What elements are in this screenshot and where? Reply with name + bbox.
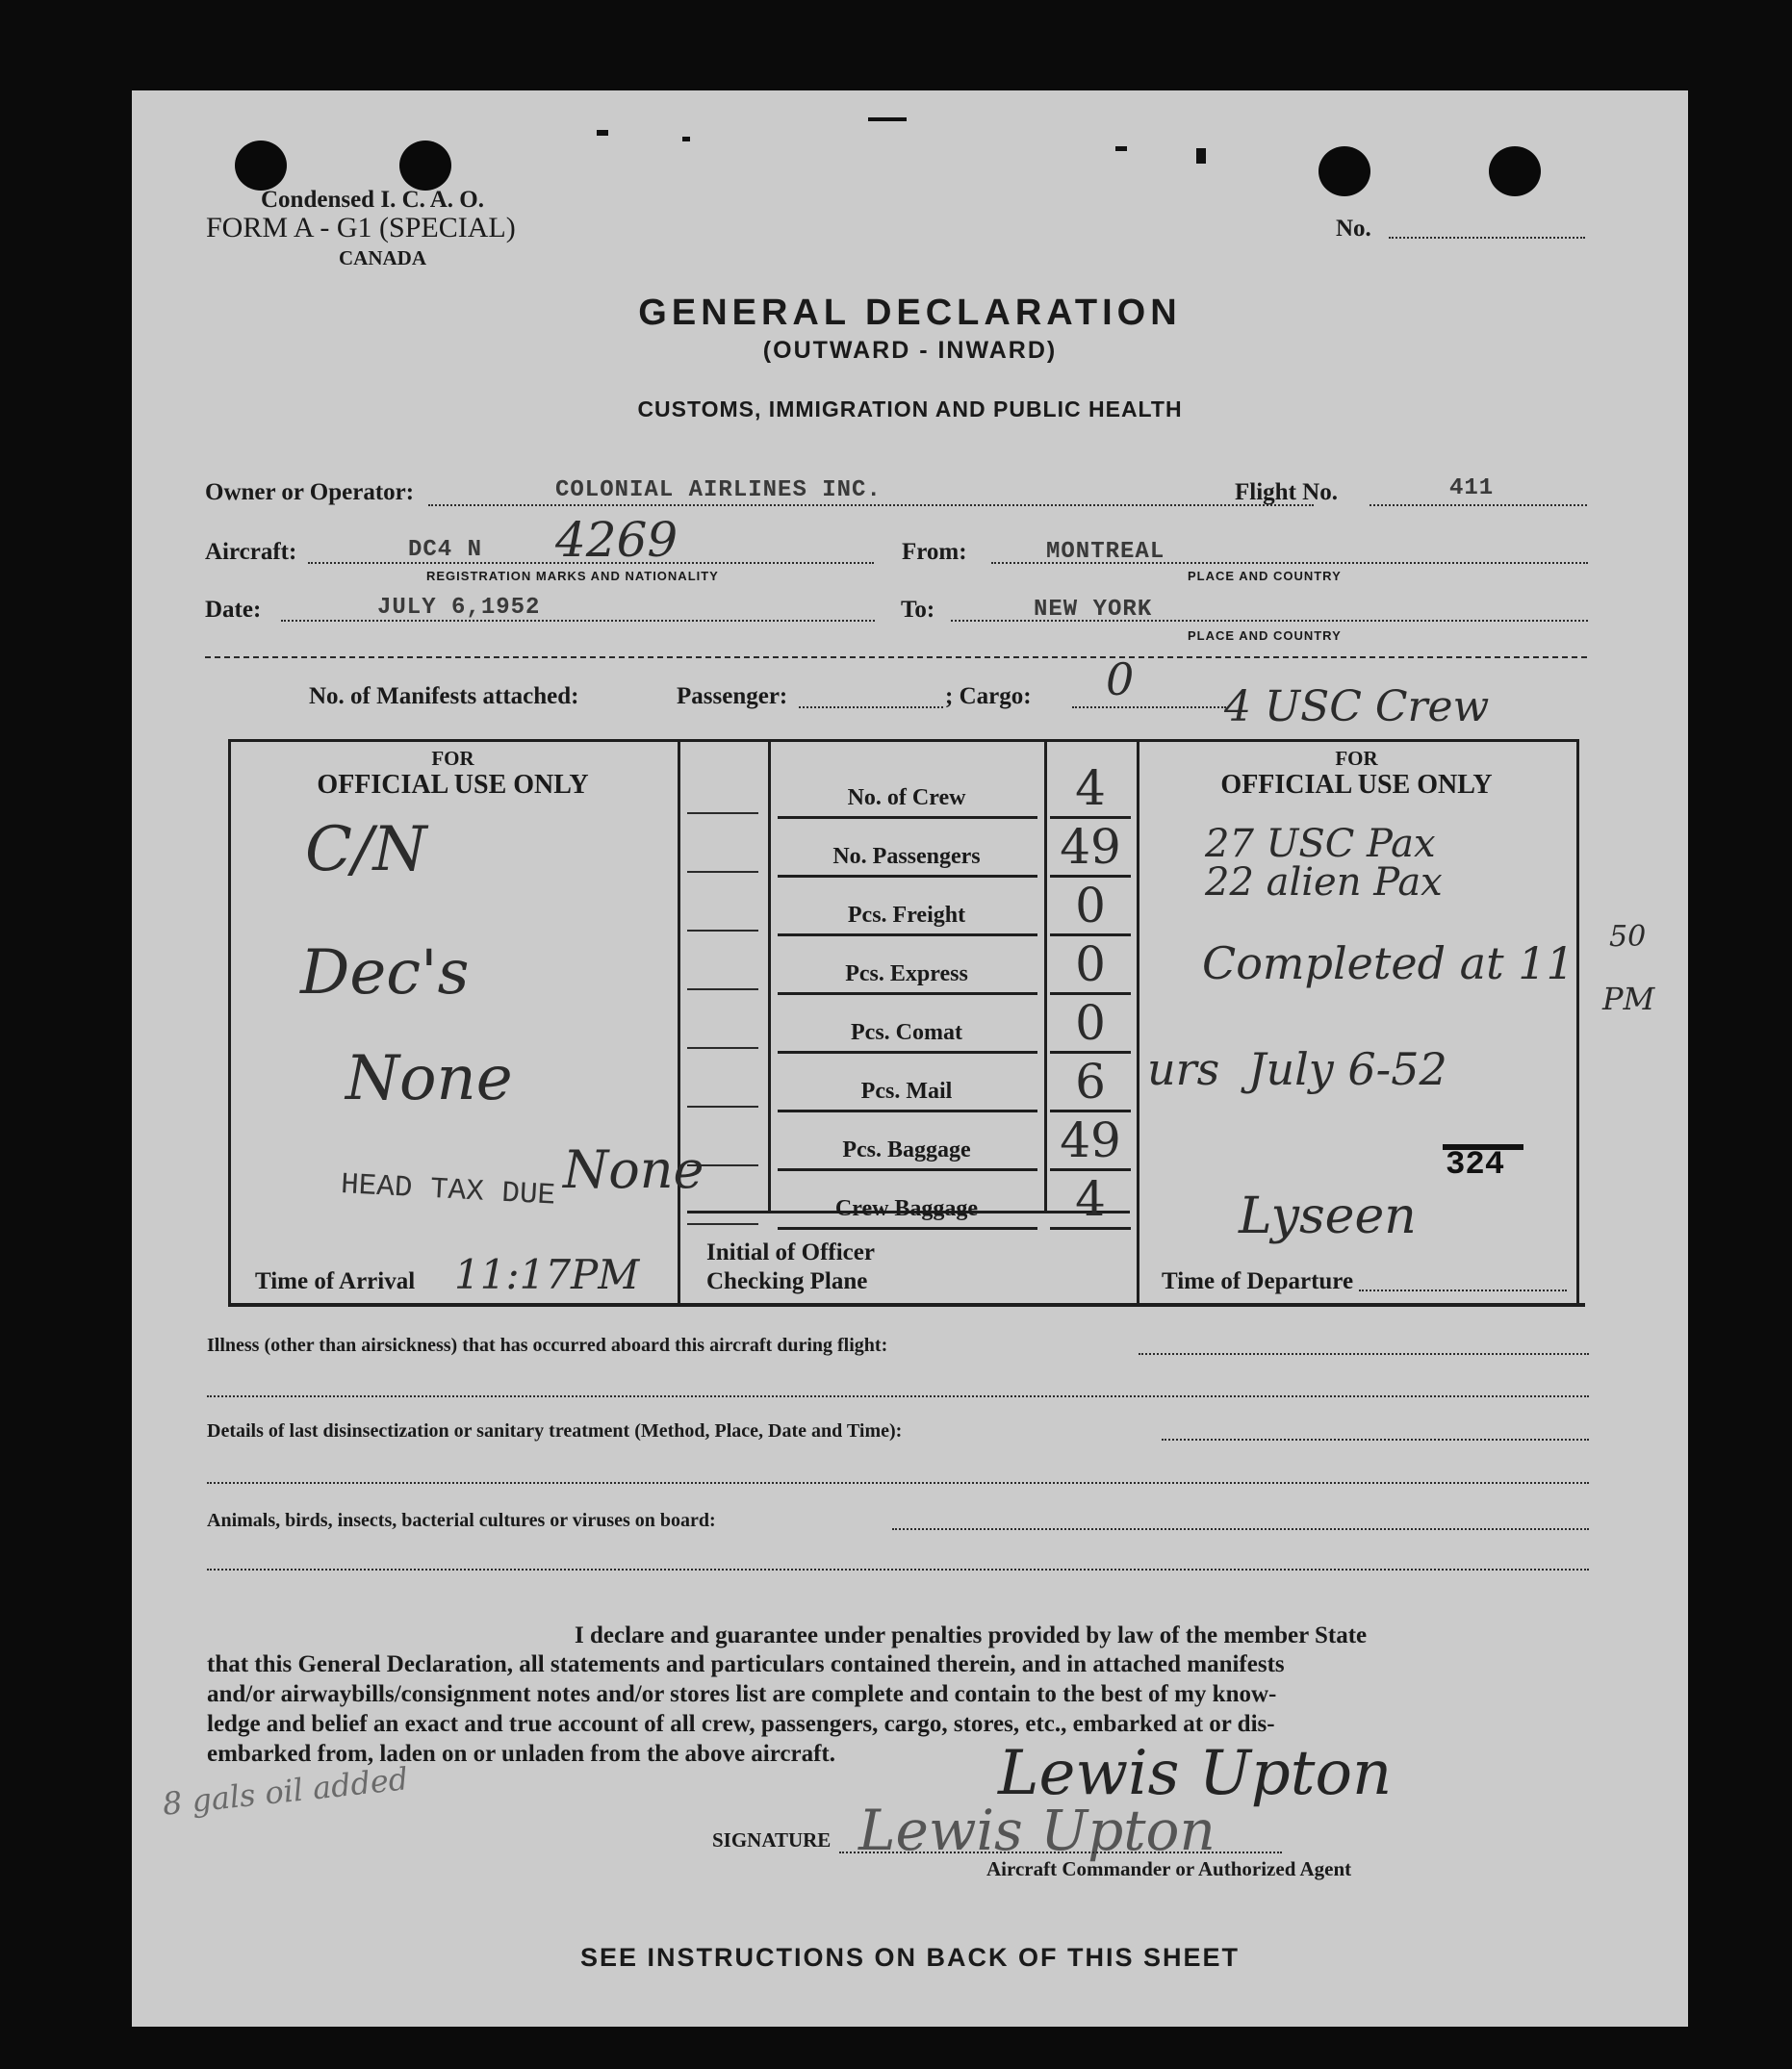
departure-line [1359,1290,1567,1291]
arrival-value: 11:17PM [454,1251,640,1298]
owner-value: COLONIAL AIRLINES INC. [555,477,882,503]
row-blank-line [687,988,758,990]
row-label: No. Passengers [832,844,981,869]
right-official-use: OFFICIAL USE ONLY [1220,770,1493,800]
officer-label-1: Initial of Officer [706,1239,875,1265]
illness-line-2 [207,1395,1589,1397]
flight-label: Flight No. [1235,479,1338,505]
row-label: Pcs. Mail [860,1079,953,1104]
row-blank-line [687,1106,758,1108]
table-bottom [228,1303,1585,1307]
punch-hole [235,140,287,191]
row-blank-line [687,1223,758,1225]
owner-label: Owner or Operator: [205,479,415,505]
form-number: FORM A - G1 (SPECIAL) [206,212,516,243]
owner-line [428,504,1314,506]
row-label: Pcs. Freight [847,903,966,928]
row-label: Crew Baggage [834,1196,979,1221]
row-value: 49 [1060,1112,1121,1168]
to-value: NEW YORK [1034,597,1153,623]
flight-value: 411 [1449,475,1495,501]
officer-stamp-number: 324 [1446,1147,1505,1184]
table-right-border [1576,739,1579,1305]
footer-instructions: SEE INSTRUCTIONS ON BACK OF THIS SHEET [579,1943,1241,1972]
signature-line [839,1852,1282,1853]
condensed-icao: Condensed I. C. A. O. [261,187,484,213]
aircraft-typed: DC4 N [408,537,483,563]
illness-label: Illness (other than airsickness) that has occurred aboard this aircraft during flight: [207,1335,888,1356]
header-rule [205,656,1587,658]
manifest-passenger-label: Passenger: [677,683,788,709]
form-country: CANADA [339,246,426,269]
head-tax-value: None [563,1139,704,1200]
row-blank-line [687,871,758,873]
row-value: 4 [1075,760,1106,816]
head-tax-label: HEAD TAX DUE [340,1168,556,1213]
right-note-completed: Completed at 11 [1202,937,1574,989]
row-blank-line [687,1164,758,1166]
row-value: 0 [1075,936,1106,992]
manifest-passenger-line [799,706,943,708]
signature-caption: Aircraft Commander or Authorized Agent [986,1857,1352,1880]
date-label: Date: [205,597,262,623]
manifest-cargo-label: ; Cargo: [945,683,1032,709]
dust-speck [868,117,907,121]
row-blank-line [687,930,758,932]
date-value: JULY 6,1952 [377,595,541,621]
right-note-usc-pax: 27 USC Pax [1205,822,1436,866]
punch-hole [1318,146,1370,196]
row-underline [778,1051,1037,1054]
declaration-line-4: ledge and belief an exact and true account of all crew, passengers, cargo, stores, etc., embarked at or dis- [207,1711,1275,1737]
dust-speck [1115,146,1127,151]
row-value: 0 [1075,995,1106,1051]
right-note-alien-pax: 22 alien Pax [1205,860,1443,905]
officer-label-2: Checking Plane [706,1268,868,1294]
left-note-decs: Dec's [300,937,470,1009]
dust-speck [682,137,690,141]
dust-speck [597,130,608,136]
declaration-line-5: embarked from, laden on or unladen from the above aircraft. [207,1741,835,1767]
animals-line-1 [892,1528,1589,1530]
disinsect-line-2 [207,1482,1589,1484]
row-label: Pcs. Comat [851,1020,962,1045]
signature: Lewis Upton [858,1798,1216,1863]
row-value: 0 [1075,878,1106,933]
row-label: No. of Crew [847,785,966,810]
left-for: FOR [431,747,474,770]
mail-unit-note: urs [1147,1043,1220,1095]
row-underline [778,816,1037,819]
row-label: Pcs. Baggage [842,1137,971,1162]
table-col-divider [1137,739,1139,1305]
row-underline [778,1168,1037,1171]
declaration-line-3: and/or airwaybills/consignment notes and/or stores list are complete and contain to the best of my know- [207,1681,1277,1707]
row-blank-line [687,812,758,814]
dust-speck [1196,148,1206,164]
officer-initials: Lyseen [1239,1188,1417,1245]
from-label: From: [902,539,967,565]
page-heading: CUSTOMS, IMMIGRATION AND PUBLIC HEALTH [637,396,1183,421]
animals-line-2 [207,1569,1589,1571]
number-line [1389,237,1585,239]
aircraft-label: Aircraft: [205,539,297,565]
manifests-label: No. of Manifests attached: [309,683,579,709]
row-underline [778,1227,1037,1230]
left-official-use: OFFICIAL USE ONLY [317,770,589,800]
row-value: 6 [1075,1054,1106,1110]
right-note-date: July 6-52 [1248,1043,1447,1095]
illness-line-1 [1139,1353,1589,1355]
disinsect-line-1 [1162,1439,1589,1441]
aircraft-caption: REGISTRATION MARKS AND NATIONALITY [426,569,719,583]
table-col-divider [678,739,680,1305]
left-note-cn: C/N [305,814,427,885]
form-sheet [132,90,1688,2027]
departure-label: Time of Departure [1162,1268,1354,1294]
to-caption: PLACE AND COUNTRY [1188,628,1342,643]
row-value-underline [1050,1227,1131,1230]
right-for: FOR [1335,747,1378,770]
row-underline [778,875,1037,878]
disinsect-label: Details of last disinsectization or sanitary treatment (Method, Place, Date and Time): [207,1420,903,1442]
punch-hole [1489,146,1541,196]
declaration-line-2: that this General Declaration, all statements and particulars contained therein, and in attached manifests [207,1651,1285,1677]
row-underline [778,1110,1037,1112]
from-caption: PLACE AND COUNTRY [1188,569,1342,583]
row-label: Pcs. Express [845,961,968,986]
page-subtitle: (OUTWARD - INWARD) [762,337,1058,364]
manifest-cargo-value: 0 [1106,653,1135,705]
table-left-border [228,739,231,1305]
from-value: MONTREAL [1046,539,1165,565]
stamp-strike [1443,1144,1523,1150]
animals-label: Animals, birds, insects, bacterial cultures or viruses on board: [207,1510,716,1531]
flight-line [1370,504,1587,506]
number-label: No. [1336,216,1371,242]
manifest-crew-note: 4 USC Crew [1224,682,1490,731]
row-underline [778,992,1037,995]
right-note-minutes: 50 [1609,920,1647,954]
aircraft-registration: 4269 [555,512,678,568]
right-note-pm: PM [1602,981,1655,1017]
signature-ink-upper: Lewis Upton [998,1738,1393,1809]
left-note-none: None [346,1043,513,1114]
punch-hole [399,140,451,191]
arrival-label: Time of Arrival [255,1268,416,1294]
row-value: 49 [1060,819,1121,875]
table-col-divider [1044,739,1047,1211]
table-col-divider [768,739,771,1211]
to-label: To: [901,597,935,623]
declaration-line-1: I declare and guarantee under penalties provided by law of the member State [575,1622,1368,1648]
date-line [281,620,875,622]
page-title: GENERAL DECLARATION [638,293,1182,333]
table-top [228,739,1577,742]
row-underline [778,933,1037,936]
row-value: 4 [1075,1171,1106,1227]
signature-label: SIGNATURE [712,1828,832,1852]
row-blank-line [687,1047,758,1049]
margin-note: 8 gals oil added [161,1760,410,1823]
manifest-cargo-line [1072,706,1226,708]
